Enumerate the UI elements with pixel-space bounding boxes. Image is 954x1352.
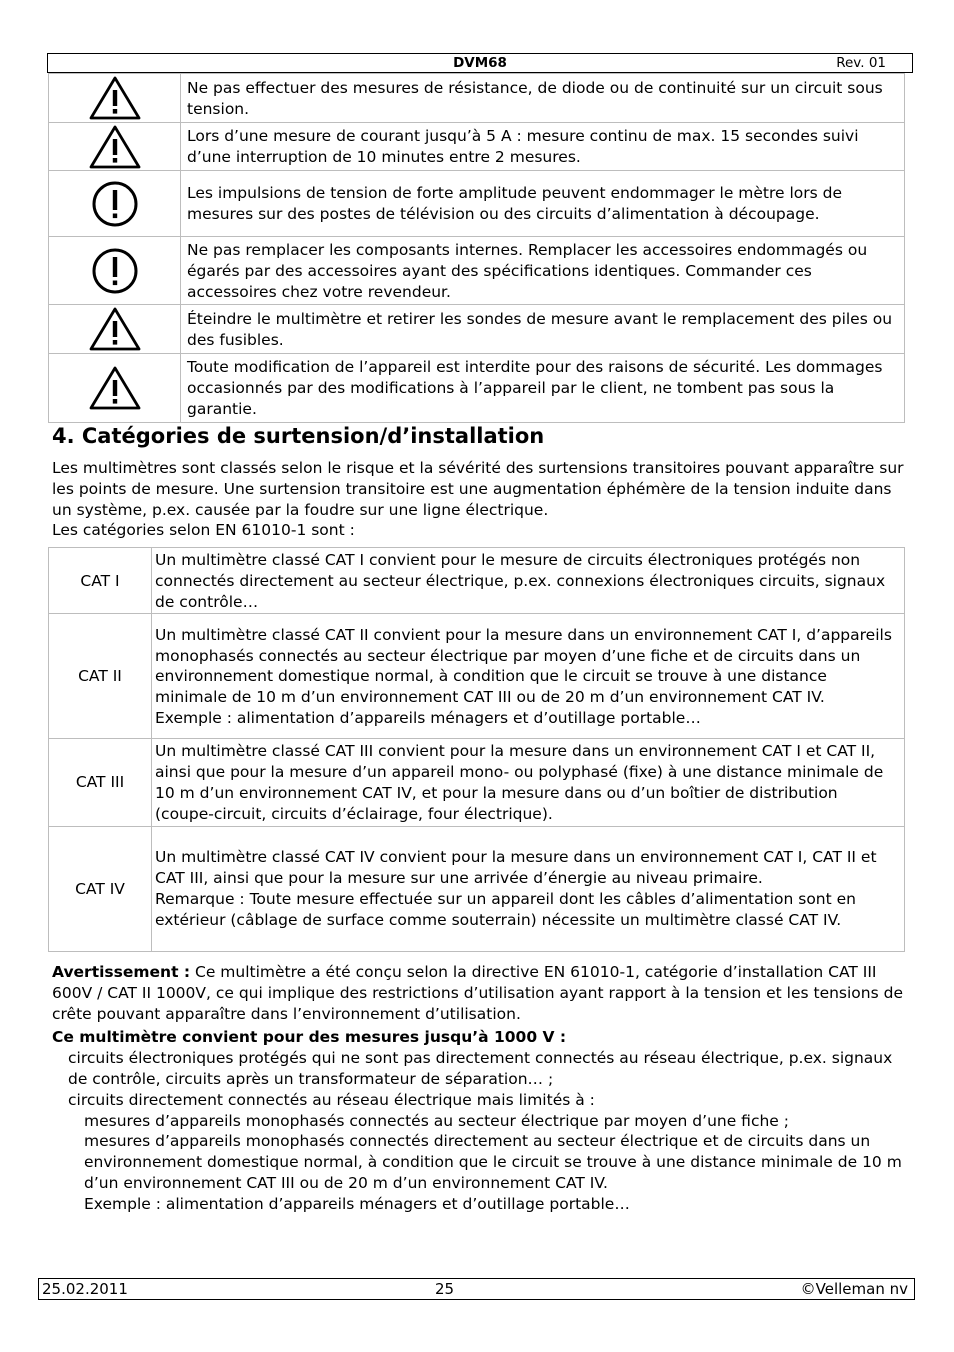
warning-text: Éteindre le multimètre et retirer les sondes de mesure avant le remplacement des piles ou des fusibles.: [181, 305, 905, 354]
category-row: [49, 739, 905, 826]
safety-warnings-table: [48, 73, 905, 423]
warning-text: Ne pas remplacer les composants internes. Remplacer les accessoires endommagés ou égarés par des accessoires ayant des spécifications identiques. Commander ces accessoires chez votre revendeur.: [181, 237, 905, 305]
category-remark: Remarque : Toute mesure effectuée sur un appareil dont les câbles d’alimentation sont en extérieur (câblage de surface comme souterrain) nécessite un multimètre classé CAT IV.: [155, 890, 856, 929]
warning-text: Ne pas effectuer des mesures de résistance, de diode ou de continuité sur un circuit sous tension.: [181, 74, 905, 123]
warning-note-text: Ce multimètre a été conçu selon la directive EN 61010-1, catégorie d’installation CAT III 600V / CAT II 1000V, ce qui implique des restrictions d’utilisation ayant rapport à la tension et les tensions de crête pouvant apparaître dans l’environnement d’utilisation.: [52, 963, 903, 1023]
suitability-subitem: Exemple : alimentation d’appareils ménagers et d’outillage portable…: [84, 1194, 630, 1213]
triangle-warning-icon: [88, 306, 142, 352]
category-row: [49, 826, 905, 951]
warning-text: Les impulsions de tension de forte amplitude peuvent endommager le mètre lors de mesures sur des postes de télévision ou des circuits d’alimentation à découpage.: [181, 171, 905, 237]
categories-table: [48, 547, 905, 952]
warning-note: [52, 962, 912, 1024]
category-description: Un multimètre classé CAT II convient pour la mesure dans un environnement CAT I, d’appareils monophasés connectés au secteur électrique par moyen d’une fiche et de circuits dans un environnement domestique normal, à condition que le circuit se trouve à une distance minimale de 10 m d’un environnement CAT III ou de 20 m d’un environnement CAT IV.: [155, 625, 892, 707]
page-footer: [38, 1278, 915, 1300]
intro-text-2: Les catégories selon EN 61010-1 sont :: [52, 521, 355, 540]
category-label: CAT I: [49, 548, 152, 614]
warning-text: Toute modification de l’appareil est interdite pour des raisons de sécurité. Les dommages occasionnés par des modifications à l’appareil par le client, ne tombent pas sous la garantie.: [181, 354, 905, 422]
category-label: CAT III: [49, 739, 152, 826]
category-description: Un multimètre classé CAT III convient pour la mesure dans un environnement CAT I et CAT II, ainsi que pour la mesure d’un appareil mono- ou polyphasé (fixe) à une distance minimale de 10 m d’un environnement CAT IV, et pour la mesure dans ou d’un boîtier de distribution (coupe-circuit, circuits d’éclairage, four électrique).: [155, 742, 884, 823]
warning-row: [49, 237, 905, 305]
suitability-item: circuits directement connectés au réseau électrique mais limités à :: [68, 1090, 595, 1109]
suitability-subitem: mesures d’appareils monophasés connectés directement au secteur électrique et de circuits dans un environnement domestique normal, à condition que le circuit se trouve à une distance minimale de 10 m d’un environnement CAT III ou de 20 m d’un environnement CAT IV.: [84, 1132, 902, 1192]
category-row: [49, 614, 905, 739]
model-name: DVM68: [453, 55, 507, 71]
category-example: Exemple : alimentation d’appareils ménagers et d’outillage portable…: [155, 709, 701, 728]
warning-row: [49, 123, 905, 171]
circle-exclamation-icon: [91, 247, 139, 295]
suitability-heading: Ce multimètre convient pour des mesures jusqu’à 1000 V :: [52, 1028, 567, 1047]
usage-notes: [52, 962, 912, 1215]
category-description: Un multimètre classé CAT I convient pour le mesure de circuits électroniques protégés non connectés directement au secteur électrique, p.ex. connexions électroniques circuits, signaux de contrôle…: [155, 551, 886, 611]
warning-row: [49, 74, 905, 123]
warning-row: [49, 354, 905, 422]
suitability-item: circuits électroniques protégés qui ne sont pas directement connectés au réseau électrique, p.ex. signaux de contrôle, circuits après un transformateur de séparation… ;: [68, 1049, 893, 1088]
warning-label: Avertissement :: [52, 963, 191, 981]
category-description: Un multimètre classé CAT IV convient pour la mesure dans un environnement CAT I, CAT II et CAT III, ainsi que pour la mesure sur une arrivée d’énergie au niveau primaire.: [155, 848, 877, 888]
section-intro: [52, 458, 912, 541]
page-number: 25: [435, 1280, 455, 1298]
suitability-subitem: mesures d’appareils monophasés connectés au secteur électrique par moyen d’une fiche ;: [84, 1111, 789, 1130]
intro-text: Les multimètres sont classés selon le risque et la sévérité des surtensions transitoires pouvant apparaître sur les points de mesure. Une surtension transitoire est une augmentation éphémère de la tension induite dans un système, p.ex. causée par la foudre sur une ligne électrique.: [52, 459, 904, 519]
revision: Rev. 01: [836, 55, 886, 71]
category-label: CAT IV: [49, 826, 152, 951]
triangle-warning-icon: [88, 124, 142, 170]
warning-row: [49, 305, 905, 354]
category-label: CAT II: [49, 614, 152, 739]
copyright: ©Velleman nv: [800, 1280, 908, 1298]
triangle-warning-icon: [88, 75, 142, 121]
warning-row: [49, 171, 905, 237]
category-row: [49, 548, 905, 614]
circle-exclamation-icon: [91, 180, 139, 228]
footer-date: 25.02.2011: [42, 1280, 128, 1298]
page-header: [47, 53, 913, 73]
section-title: 4. Catégories de surtension/d’installation: [52, 424, 545, 448]
warning-text: Lors d’une mesure de courant jusqu’à 5 A : mesure continu de max. 15 secondes suivi d’une interruption de 10 minutes entre 2 mesures.: [181, 123, 905, 171]
triangle-warning-icon: [88, 365, 142, 411]
